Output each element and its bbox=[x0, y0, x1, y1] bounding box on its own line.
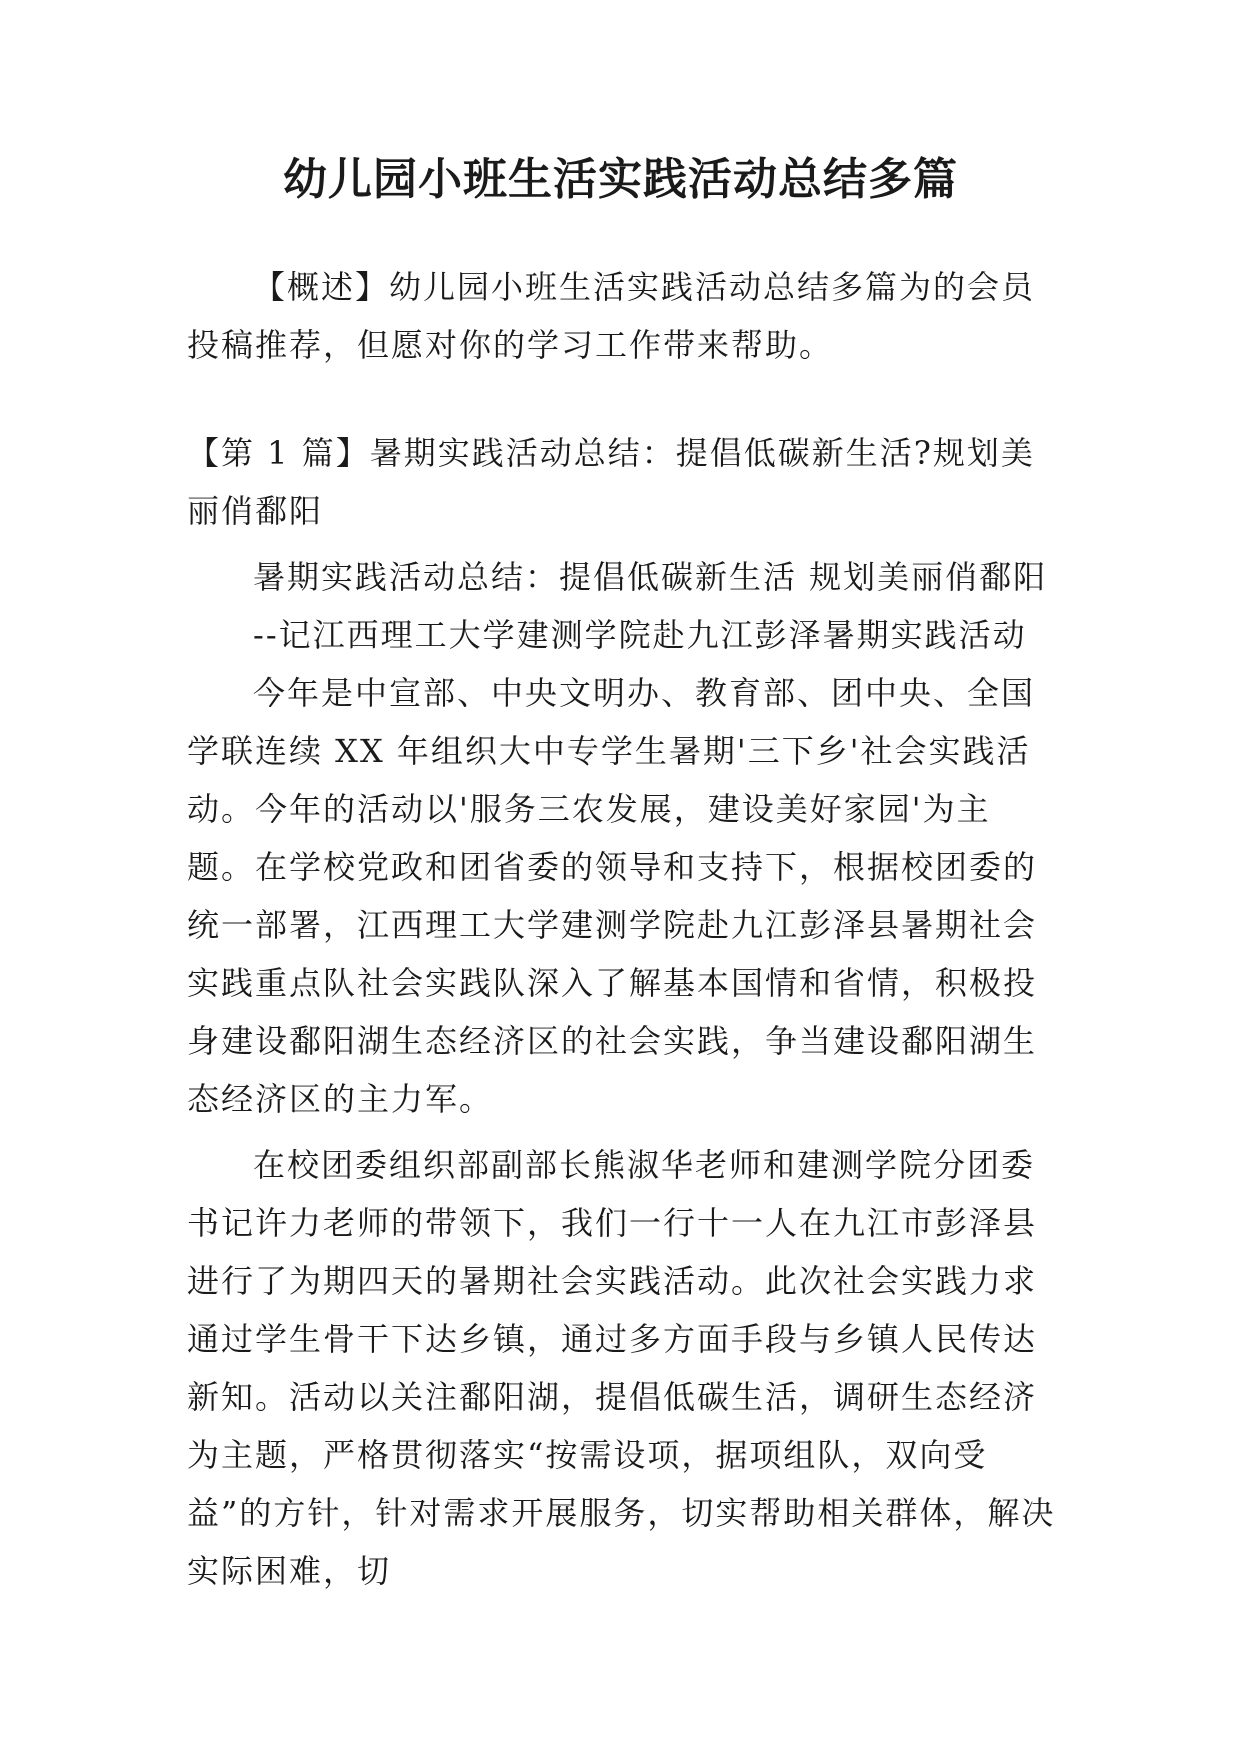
summary-paragraph: 【概述】幼儿园小班生活实践活动总结多篇为的会员投稿推荐，但愿对你的学习工作带来帮助。 bbox=[187, 268, 1036, 364]
document-body bbox=[187, 258, 1057, 1600]
document-title: 幼儿园小班生活实践活动总结多篇 bbox=[283, 154, 958, 205]
body-paragraph: 今年是中宣部、中央文明办、教育部、团中央、全国学联连续 XX 年组织大中专学生暑期'三下乡'社会实践活动。今年的活动以'服务三农发展，建设美好家园'为主题。在学校党政和团省委的领导和支持下，根据校团委的统一部署，江西理工大学建测学院赴九江彭泽县暑期社会实践重点队社会实践队深入了解基本国情和省情，积极投身建设鄱阳湖生态经济区的社会实践，争当建设鄱阳湖生态经济区的主力军。 bbox=[187, 674, 1038, 1118]
section-subtitle: 暑期实践活动总结：提倡低碳新生活 规划美丽俏鄱阳 bbox=[253, 558, 1048, 596]
section-heading: 【第 1 篇】暑期实践活动总结：提倡低碳新生活?规划美丽俏鄱阳 bbox=[187, 434, 1035, 530]
section-subtitle-note: --记江西理工大学建测学院赴九江彭泽暑期实践活动 bbox=[253, 616, 1027, 654]
body-paragraph: 在校团委组织部副部长熊淑华老师和建测学院分团委书记许力老师的带领下，我们一行十一人在九江市彭泽县进行了为期四天的暑期社会实践活动。此次社会实践力求通过学生骨干下达乡镇，通过多方面手段与乡镇人民传达新知。活动以关注鄱阳湖，提倡低碳生活，调研生态经济为主题，严格贯彻落实“按需设项，据项组队，双向受益”的方针，针对需求开展服务，切实帮助相关群体，解决实际困难，切 bbox=[187, 1146, 1056, 1590]
